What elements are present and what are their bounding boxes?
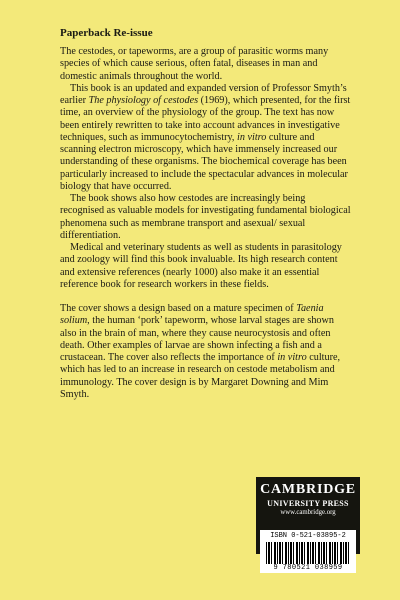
isbn-label: ISBN 0-521-03895-2 (270, 532, 346, 540)
publisher-website: www.cambridge.org (280, 509, 336, 516)
barcode-digits: 9 780521 038959 (273, 564, 343, 572)
paragraph-models: The book shows also how cestodes are increasingly being recognised as valuable models for investigating fundamental biological phenomena such as membrane transport and asexual/ sexual differentiation. (60, 193, 351, 241)
paragraph-audience: Medical and veterinary students as well as students in parasitology and zoology will find this book invaluable. Its high research content and extensive references (nearly 1000) also make it an essential reference book for research workers in these fields. (60, 242, 342, 290)
isbn-barcode-box (260, 530, 356, 573)
paragraph-intro: The cestodes, or tapeworms, are a group of parasitic worms many species of which cause serious, often fatal, diseases in man and domestic animals throughout the world. (60, 46, 329, 82)
heading: Paperback Re-issue (60, 27, 153, 39)
paragraph-cover: The cover shows a design based on a mature specimen of Taenia solium, the human ‘pork’ tapeworm, whose larval stages are shown also in the brain of man, where they cause neurocystosis and often death. Other examples of larvae are shown infecting a fish and a crustacean. The cover also reflects the importance of in vitro culture, which has led to an increase in research on cestode metabolism and immunology. The cover design is by Margaret Downing and Mim Smyth. (60, 303, 341, 400)
publisher-press: UNIVERSITY PRESS (267, 499, 349, 508)
publisher-name: CAMBRIDGE (260, 482, 356, 497)
paragraph-update: This book is an updated and expanded version of Professor Smyth’s earlier The physiology of cestodes (1969), which presented, for the first time, an overview of the physiology of the group. The text has now been entirely rewritten to take into account advances in investigative techniques, such as immunocytochemistry, in vitro culture and scanning electron microscopy, which have immensely increased our understanding of these organisms. The biochemical coverage has been particularly increased to include the spectacular advances in molecular biology that have occurred. (60, 82, 351, 192)
blurb (60, 46, 352, 401)
barcode-icon (266, 542, 350, 564)
